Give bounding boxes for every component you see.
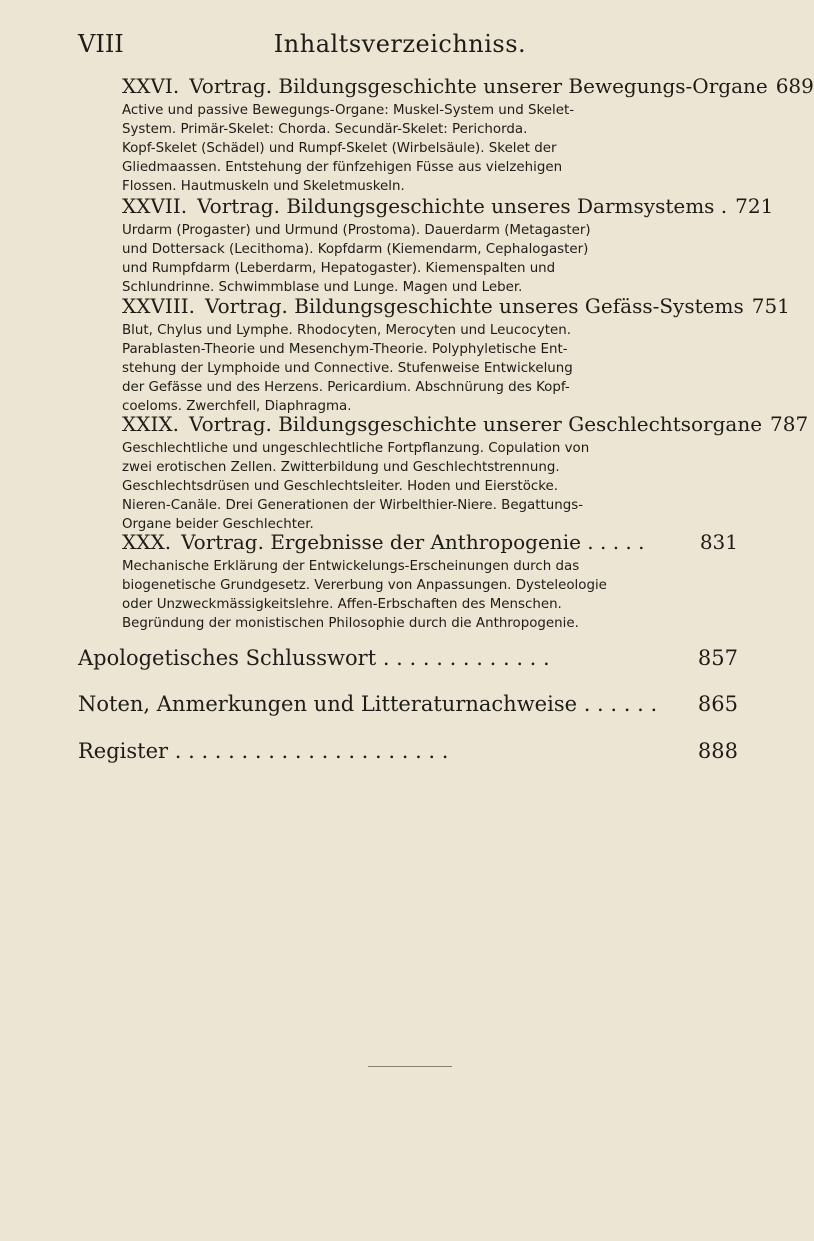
section-title: Apologetisches Schlusswort . . . . . . . . . . . . . <box>78 646 550 670</box>
summary-line: stehung der Lymphoide und Connective. Stufenweise Entwickelung <box>122 361 573 376</box>
page-reference: 865 <box>697 692 738 716</box>
summary-line: Mechanische Erklärung der Entwickelungs-Erscheinungen durch das <box>122 559 580 574</box>
lecture-summary <box>122 221 738 297</box>
lecture-number: XXVIII. <box>122 294 195 318</box>
summary-line: zwei erotischen Zellen. Zwitterbildung und Geschlechtstrennung. <box>122 460 560 475</box>
summary-line: der Gefässe und des Herzens. Pericardium. Abschnürung des Kopf- <box>122 380 570 395</box>
lecture-title: Vortrag. Bildungsgeschichte unseres Darmsystems . <box>197 194 728 218</box>
toc-entry-schlusswort <box>78 646 738 670</box>
summary-line: System. Primär-Skelet: Chorda. Secundär-Skelet: Perichorda. <box>122 122 528 137</box>
summary-line: coeloms. Zwerchfell, Diaphragma. <box>122 399 352 414</box>
toc-entry-xxix <box>122 412 809 534</box>
toc-entry-noten <box>78 692 738 716</box>
summary-line: Schlundrinne. Schwimmblase und Lunge. Magen und Leber. <box>122 280 523 295</box>
lecture-summary <box>122 321 738 416</box>
toc-entry-xxvi <box>122 74 814 196</box>
closing-rule <box>368 1066 452 1067</box>
summary-line: Begründung der monistischen Philosophie durch die Anthropogenie. <box>122 616 579 631</box>
toc-entry-xxx <box>122 530 738 633</box>
lecture-title: Vortrag. Ergebnisse der Anthropogenie . . . . . <box>181 530 645 554</box>
lecture-number: XXX. <box>122 530 172 554</box>
page-reference: 857 <box>697 646 738 670</box>
summary-line: biogenetische Grundgesetz. Vererbung von Anpassungen. Dysteleologie <box>122 578 607 593</box>
toc-entry-xxviii <box>122 294 790 416</box>
toc-entry-xxvii <box>122 194 774 297</box>
section-title: Register . . . . . . . . . . . . . . . . . . . . . <box>78 739 449 763</box>
summary-line: Parablasten-Theorie und Mesenchym-Theorie. Polyphyletische Ent- <box>122 342 568 357</box>
summary-line: und Rumpfdarm (Leberdarm, Hepatogaster). Kiemenspalten und <box>122 261 556 276</box>
lecture-title: Vortrag. Bildungsgeschichte unserer Geschlechtsorgane <box>188 412 763 436</box>
section-title: Noten, Anmerkungen und Litteraturnachweise . . . . . . <box>78 692 658 716</box>
summary-line: Gliedmaassen. Entstehung der fünfzehigen Füsse aus vielzehigen <box>122 160 563 175</box>
summary-line: Geschlechtliche und ungeschlechtliche Fortpflanzung. Copulation von <box>122 441 590 456</box>
lecture-number: XXVII. <box>122 194 188 218</box>
summary-line: Geschlechtsdrüsen und Geschlechtsleiter. Hoden und Eierstöcke. <box>122 479 559 494</box>
page-header <box>0 30 800 64</box>
lecture-summary <box>122 101 738 196</box>
summary-line: Flossen. Hautmuskeln und Skeletmuskeln. <box>122 179 405 194</box>
page-number: VIII <box>78 30 124 58</box>
page-reference: 787 <box>770 412 809 436</box>
lecture-summary <box>122 557 738 633</box>
lecture-number: XXVI. <box>122 74 180 98</box>
page-reference: 751 <box>751 294 790 318</box>
summary-line: oder Unzweckmässigkeitslehre. Affen-Erbschaften des Menschen. <box>122 597 562 612</box>
lecture-title: Vortrag. Bildungsgeschichte unseres Gefäss-Systems <box>204 294 744 318</box>
summary-line: und Dottersack (Lecithoma). Kopfdarm (Kiemendarm, Cephalogaster) <box>122 242 589 257</box>
summary-line: Nieren-Canäle. Drei Generationen der Wirbelthier-Niere. Begattungs- <box>122 498 584 513</box>
page-reference: 721 <box>735 194 774 218</box>
summary-line: Active und passive Bewegungs-Organe: Muskel-System und Skelet- <box>122 103 575 118</box>
summary-line: Urdarm (Progaster) und Urmund (Prostoma). Dauerdarm (Metagaster) <box>122 223 591 238</box>
page-reference: 888 <box>697 739 738 763</box>
toc-entry-register <box>78 739 738 763</box>
lecture-title: Vortrag. Bildungsgeschichte unserer Bewegungs-Organe <box>189 74 768 98</box>
lecture-summary <box>122 439 738 534</box>
page-reference: 689 <box>775 74 814 98</box>
running-title: Inhaltsverzeichniss. <box>273 30 527 58</box>
page-reference: 831 <box>699 530 738 554</box>
summary-line: Kopf-Skelet (Schädel) und Rumpf-Skelet (Wirbelsäule). Skelet der <box>122 141 557 156</box>
summary-line: Organe beider Geschlechter. <box>122 517 314 532</box>
summary-line: Blut, Chylus und Lymphe. Rhodocyten, Merocyten und Leucocyten. <box>122 323 571 338</box>
lecture-number: XXIX. <box>122 412 179 436</box>
